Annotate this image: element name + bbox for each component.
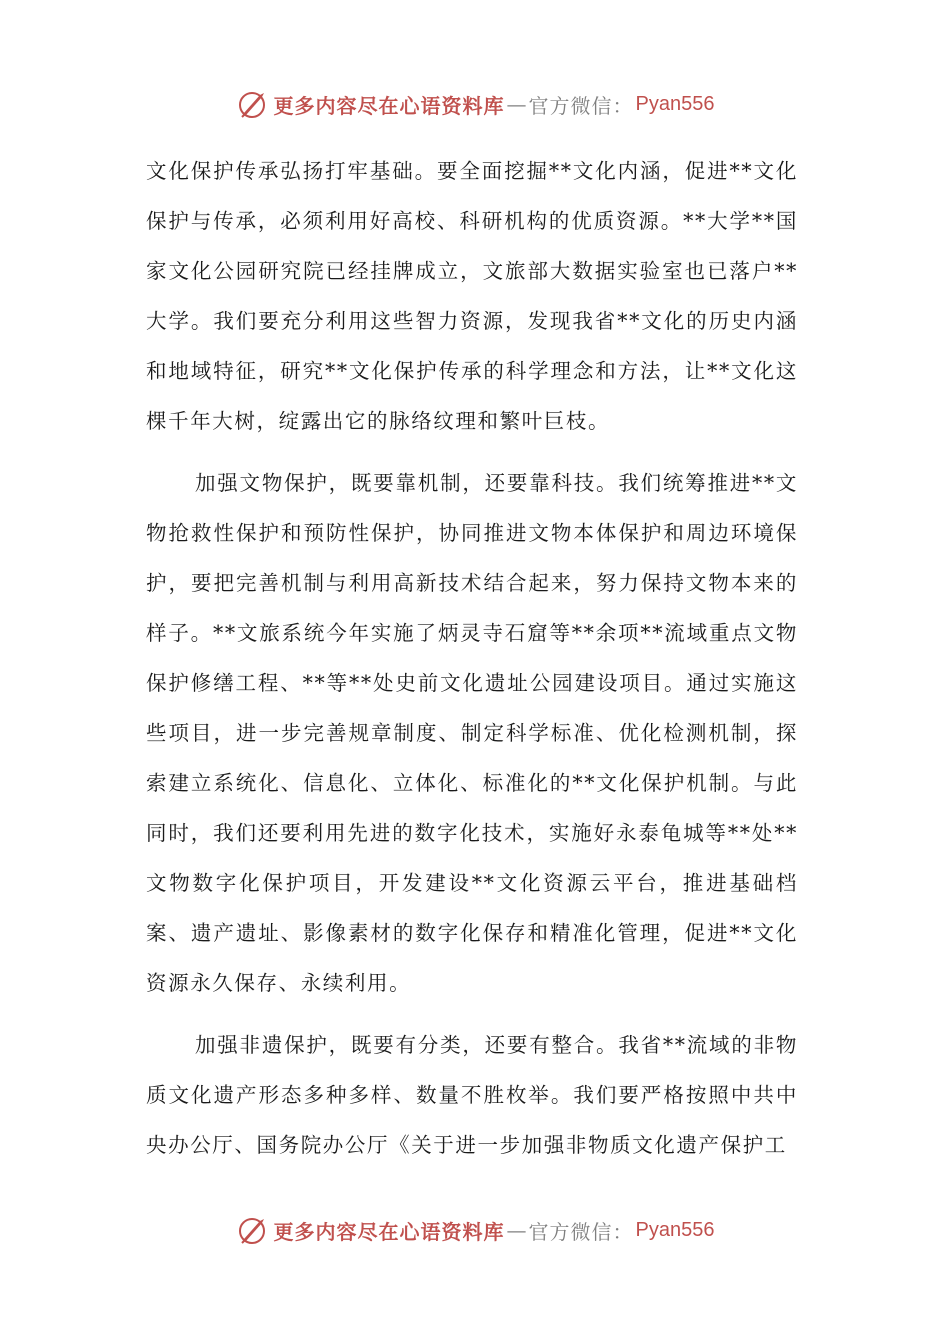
banner-wechat-id: Pyan556 [635, 92, 715, 115]
banner-official-label: 官方微信： [528, 93, 634, 118]
document-body [146, 146, 798, 1170]
banner-brand-text: 更多内容尽在心语资料库 [273, 1219, 505, 1244]
quill-pen-logo-icon [236, 87, 270, 121]
quill-pen-logo-icon [236, 1213, 270, 1247]
paragraph-intangible-heritage: 加强非遗保护，既要有分类，还要有整合。我省**流域的非物质文化遗产形态多种多样、数量不胜枚举。我们要严格按照中共中央办公厅、国务院办公厅《关于进一步加强非物质文化遗产保护工 [146, 1033, 798, 1157]
paragraph-culture-heritage: 文化保护传承弘扬打牢基础。要全面挖掘**文化内涵，促进**文化保护与传承，必须利用好高校、科研机构的优质资源。**大学**国家文化公园研究院已经挂牌成立，文旅部大数据实验室也已落户**大学。我们要充分利用这些智力资源，发现我省**文化的历史内涵和地域特征，研究**文化保护传承的科学理念和方法，让**文化这棵千年大树，绽露出它的脉络纹理和繁叶巨枝。 [146, 159, 798, 433]
paragraph-relic-protection: 加强文物保护，既要靠机制，还要靠科技。我们统筹推进**文物抢救性保护和预防性保护，协同推进文物本体保护和周边环境保护，要把完善机制与利用高新技术结合起来，努力保持文物本来的样子。**文旅系统今年实施了炳灵寺石窟等**余项**流域重点文物保护修缮工程、**等**处史前文化遗址公园建设项目。通过实施这些项目，进一步完善规章制度、制定科学标准、优化检测机制，探索建立系统化、信息化、立体化、标准化的**文化保护机制。与此同时，我们还要利用先进的数字化技术，实施好永泰龟城等**处**文物数字化保护项目，开发建设**文化资源云平台，推进基础档案、遗产遗址、影像素材的数字化保存和精准化管理，促进**文化资源永久保存、永续利用。 [146, 471, 798, 995]
header-banner [0, 84, 950, 124]
banner-dash: — [506, 92, 527, 116]
footer-banner [0, 1210, 950, 1250]
banner-wechat-id: Pyan556 [635, 1218, 715, 1241]
banner-brand-text: 更多内容尽在心语资料库 [273, 93, 505, 118]
banner-dash: — [506, 1218, 527, 1242]
banner-official-label: 官方微信： [528, 1219, 634, 1244]
